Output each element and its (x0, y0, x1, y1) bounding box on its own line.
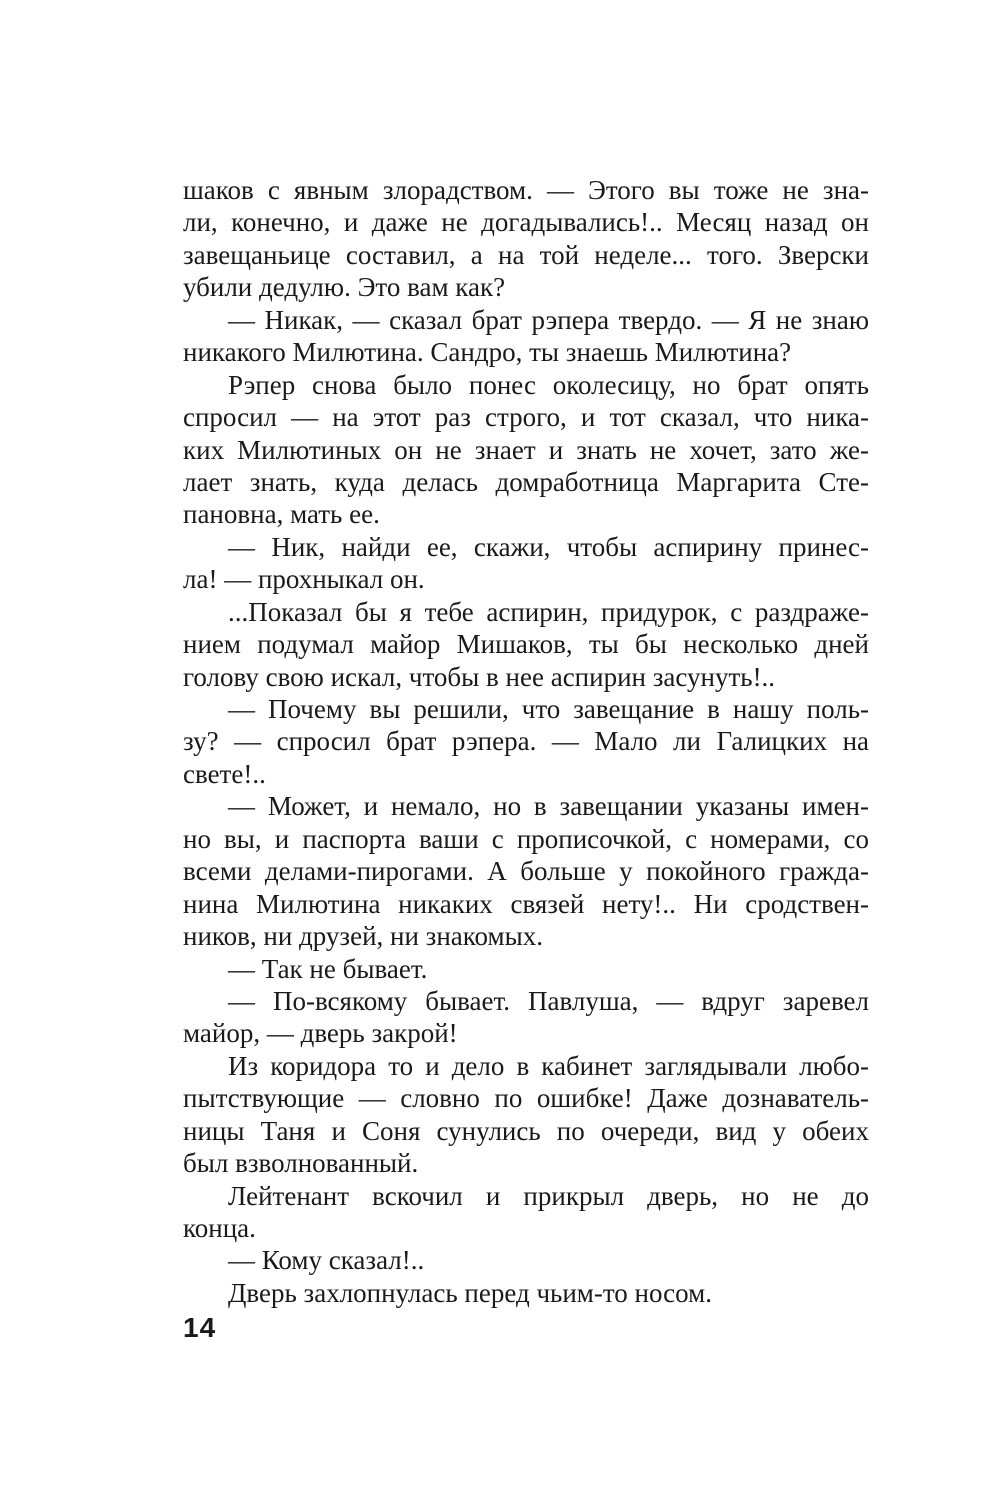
page-number: 14 (183, 1312, 217, 1343)
text-line: — Может, и немало, но в завещании указаны имен- (228, 791, 869, 822)
text-line: — Никак, — сказал брат рэпера твердо. — Я не знаю (228, 304, 869, 335)
text-line: пытствующие — словно по ошибке! Даже дознаватель- (183, 1083, 869, 1114)
text-line: был взволнованный. (183, 1148, 419, 1179)
text-line: убили дедулю. Это вам как? (183, 272, 506, 303)
text-line: Из коридора то и дело в кабинет заглядывали любо- (228, 1050, 869, 1081)
text-line: — Кому сказал!.. (228, 1245, 425, 1276)
text-line: ких Милютиных он не знает и знать не хочет, зато же- (183, 434, 869, 465)
body-text (183, 174, 869, 1309)
text-line: ла! — прохныкал он. (183, 564, 425, 595)
text-line: пановна, мать ее. (183, 499, 380, 530)
text-line: Дверь захлопнулась перед чьим-то носом. (228, 1277, 712, 1308)
text-line: голову свою искал, чтобы в нее аспирин засунуть!.. (183, 661, 776, 692)
text-line: никакого Милютина. Сандро, ты знаешь Милютина? (183, 337, 792, 368)
text-line: ...Показал бы я тебе аспирин, придурок, с раздраже- (228, 596, 869, 627)
text-line: ницы Таня и Соня сунулись по очереди, вид у обеих (183, 1115, 869, 1146)
text-line: Лейтенант вскочил и прикрыл дверь, но не до (228, 1180, 869, 1211)
text-line: шаков с явным злорадством. — Этого вы тоже не зна- (183, 175, 869, 205)
text-line: — Почему вы решили, что завещание в нашу поль- (228, 694, 869, 724)
text-line: ли, конечно, и даже не догадывались!.. Месяц назад он (183, 207, 869, 238)
text-line: конца. (183, 1213, 256, 1243)
text-line: зу? — спросил брат рэпера. — Мало ли Галицких на (183, 726, 869, 757)
text-line: — По-всякому бывает. Павлуша, — вдруг заревел (228, 985, 869, 1016)
text-line: но вы, и паспорта ваши с прописочкой, с номерами, со (183, 823, 869, 854)
text-line: свете!.. (183, 758, 266, 789)
text-line: — Так не бывает. (228, 953, 428, 984)
text-line: ников, ни друзей, ни знакомых. (183, 921, 543, 952)
text-line: спросил — на этот раз строго, и тот сказал, что ника- (183, 402, 869, 433)
text-line: нина Милютина никаких связей нету!.. Ни сродствен- (183, 888, 869, 919)
text-line: всеми делами-пирогами. А больше у покойного гражда- (183, 856, 869, 887)
text-line: нием подумал майор Мишаков, ты бы несколько дней (183, 629, 869, 660)
text-line: — Ник, найди ее, скажи, чтобы аспирину принес- (228, 531, 869, 562)
text-line: лает знать, куда делась домработница Маргарита Сте- (183, 466, 869, 497)
text-line: завещаньице составил, а на той неделе... того. Зверски (183, 239, 869, 270)
text-line: Рэпер снова было понес околесицу, но брат опять (228, 369, 869, 400)
text-line: майор, — дверь закрой! (183, 1018, 458, 1049)
